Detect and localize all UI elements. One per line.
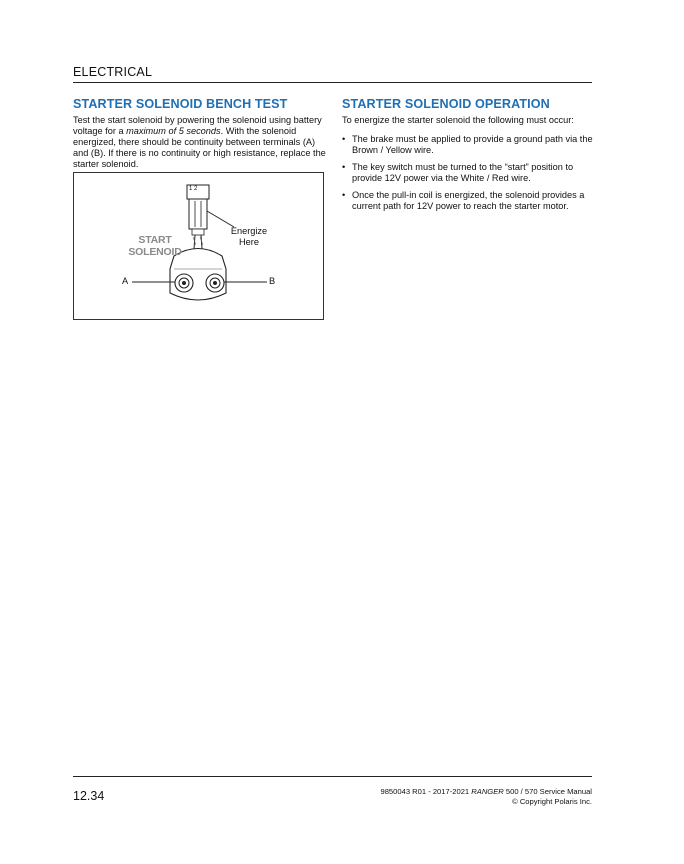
list-item-text: The key switch must be turned to the “start” position to provide 12V power via the White / Red wire. — [352, 162, 574, 183]
terminal-b-stud — [213, 281, 217, 285]
manual-suffix: 500 / 570 Service Manual — [503, 787, 592, 796]
right-column — [342, 97, 594, 218]
bullet-mark: • — [342, 162, 346, 172]
page-number: 12.34 — [73, 789, 105, 803]
left-column — [73, 97, 331, 170]
bullet-mark: • — [342, 134, 346, 144]
connector-pin-label: 1 2 — [189, 186, 198, 192]
terminal-b-label: B — [269, 276, 276, 286]
solenoid-figure — [73, 172, 324, 320]
solenoid-label-line1: START — [138, 234, 172, 246]
terminal-a-stud — [182, 281, 186, 285]
copyright: © Copyright Polaris Inc. — [512, 797, 592, 806]
bench-test-text-2: . With the solenoid energized, there should be continuity between terminals (A) and (B). If there is no continuity or high resistance, replace the starter solenoid. — [73, 126, 326, 169]
connector-body — [189, 199, 207, 229]
solenoid-label-line2: SOLENOID — [128, 246, 182, 258]
footer-manual-info — [380, 787, 592, 807]
list-item — [342, 134, 594, 156]
footer-rule — [73, 776, 592, 777]
bench-test-emphasis: maximum of 5 seconds — [126, 126, 221, 136]
start-solenoid-label — [114, 234, 196, 258]
solenoid-diagram — [74, 173, 325, 321]
bench-test-text-1: Test the start solenoid by powering the solenoid using battery voltage for a — [73, 115, 322, 136]
bullet-mark: • — [342, 190, 346, 200]
energize-line1: Energize — [230, 226, 268, 236]
list-item — [342, 190, 594, 212]
section-header: ELECTRICAL — [73, 65, 153, 79]
list-item-text: The brake must be applied to provide a ground path via the Brown / Yellow wire. — [352, 134, 593, 155]
manual-title — [380, 787, 592, 797]
operation-intro: To energize the starter solenoid the following must occur: — [342, 115, 574, 125]
operation-list — [342, 134, 594, 212]
operation-heading: STARTER SOLENOID OPERATION — [342, 97, 550, 111]
list-item-text: Once the pull-in coil is energized, the solenoid provides a current path for 12V power to reach the starter motor. — [352, 190, 585, 211]
energize-here-label — [224, 226, 274, 248]
terminal-a-label: A — [122, 276, 129, 286]
bench-test-heading: STARTER SOLENOID BENCH TEST — [73, 97, 288, 111]
energize-line2: Here — [239, 237, 259, 247]
bench-test-paragraph — [73, 115, 331, 170]
manual-prefix: 9850043 R01 - 2017-2021 — [380, 787, 472, 796]
header-rule — [73, 82, 592, 83]
list-item — [342, 162, 594, 184]
energize-leader — [207, 211, 234, 227]
manual-model: RANGER — [471, 787, 504, 796]
